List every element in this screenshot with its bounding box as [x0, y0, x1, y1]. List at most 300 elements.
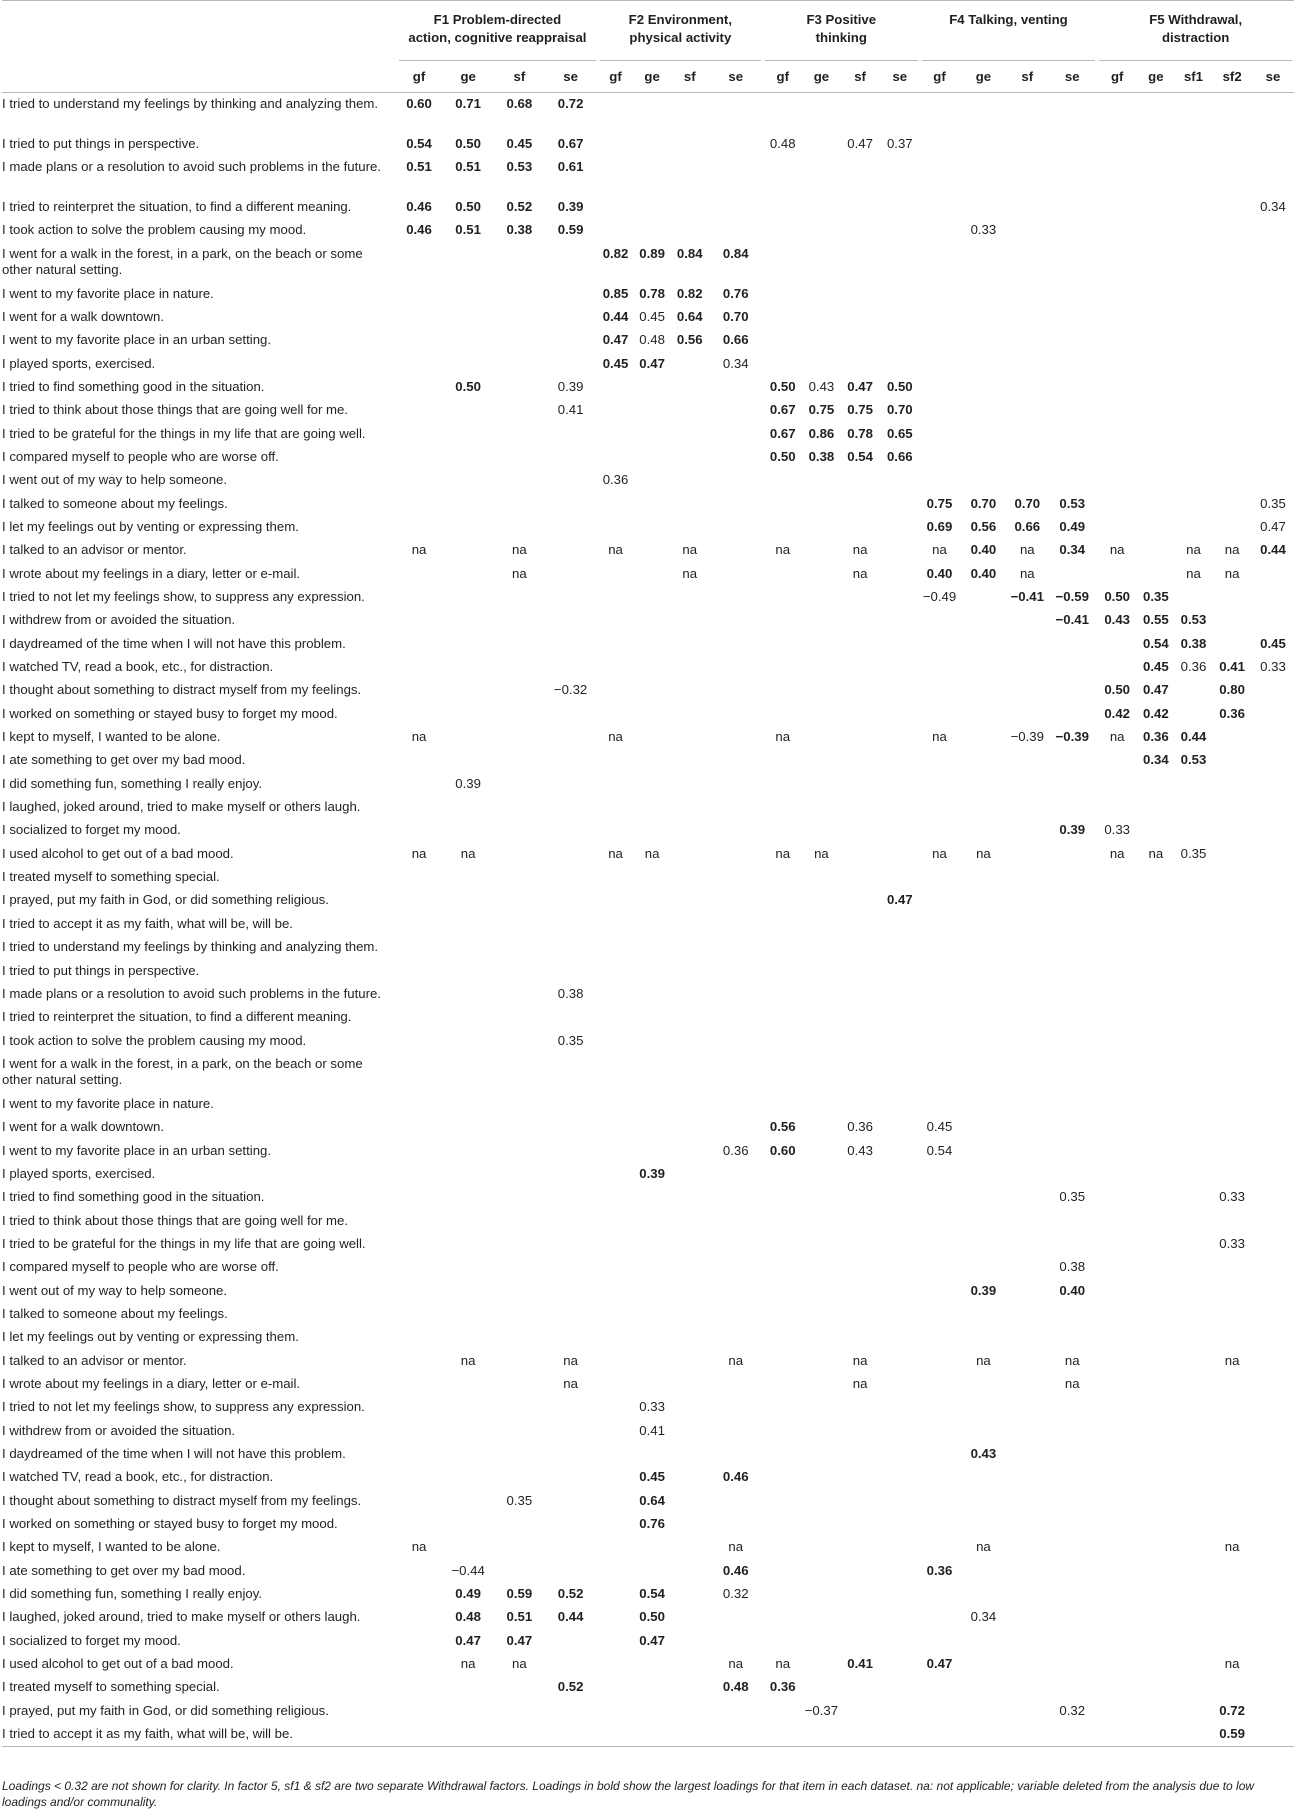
- loading-cell: [1175, 196, 1213, 219]
- item-label: I laughed, joked around, tried to make myself or others laugh.: [2, 799, 361, 815]
- loading-cell: [543, 1536, 597, 1559]
- loading-value: 0.33: [1219, 1189, 1245, 1205]
- loading-cell: [495, 1256, 543, 1279]
- loading-cell: [598, 1140, 634, 1163]
- loading-cell: [1252, 516, 1294, 539]
- loading-value: na: [1109, 845, 1125, 861]
- loading-cell: [840, 1350, 880, 1373]
- loading-value: na: [1186, 565, 1201, 581]
- loading-cell: [598, 609, 634, 632]
- loading-cell: [1047, 469, 1097, 492]
- loading-cell: [920, 703, 960, 726]
- loading-cell: [598, 376, 634, 399]
- loading-cell: [1097, 703, 1137, 726]
- loading-cell: [633, 960, 671, 983]
- loading-cell: [598, 93, 634, 133]
- loading-cell: [709, 1006, 763, 1029]
- loading-cell: [803, 1676, 841, 1699]
- loading-cell: [920, 196, 960, 219]
- loading-cell: [1097, 1513, 1137, 1536]
- item-label: I withdrew from or avoided the situation.: [2, 612, 236, 628]
- loading-cell: [880, 1326, 920, 1349]
- loading-cell: [920, 913, 960, 936]
- loading-cell: [598, 423, 634, 446]
- loading-cell: [397, 773, 441, 796]
- loading-cell: [441, 726, 495, 749]
- loading-cell: [920, 283, 960, 306]
- loading-cell: [1047, 156, 1097, 196]
- loading-cell: [397, 633, 441, 656]
- loading-cell: [397, 1053, 441, 1093]
- loading-value: −0.44: [451, 1562, 485, 1578]
- loading-cell: [803, 936, 841, 959]
- loading-value: −0.49: [922, 589, 957, 604]
- loading-cell: [1097, 446, 1137, 469]
- loading-cell: [543, 1326, 597, 1349]
- loading-cell: [1252, 1163, 1294, 1186]
- loading-value: na: [932, 542, 947, 558]
- loading-cell: [1212, 1560, 1252, 1583]
- loading-cell: [1212, 1030, 1252, 1053]
- loading-cell: [803, 796, 841, 819]
- loading-cell: [598, 889, 634, 912]
- loading-cell: [709, 243, 763, 283]
- loading-cell: [1252, 329, 1294, 352]
- loading-cell: [397, 1700, 441, 1723]
- loading-cell: [1047, 749, 1097, 772]
- loading-cell: [803, 493, 841, 516]
- loading-cell: [441, 156, 495, 196]
- loading-cell: [671, 1466, 709, 1489]
- loading-cell: [495, 283, 543, 306]
- loading-cell: [1007, 819, 1047, 842]
- loading-cell: [671, 539, 709, 562]
- loading-cell: [1175, 1536, 1213, 1559]
- loading-cell: [709, 469, 763, 492]
- largest-loading-value: 0.72: [557, 96, 584, 111]
- table-row: [2, 773, 1294, 796]
- loading-cell: [803, 1653, 841, 1676]
- loading-cell: [840, 703, 880, 726]
- loading-cell: [1097, 960, 1137, 983]
- loading-cell: [880, 1116, 920, 1139]
- loading-cell: [920, 493, 960, 516]
- loading-cell: [1007, 1303, 1047, 1326]
- loading-cell: [1097, 156, 1137, 196]
- loading-value: na: [460, 1352, 476, 1368]
- largest-loading-value: 0.59: [557, 222, 584, 238]
- loading-cell: [633, 726, 671, 749]
- loading-cell: [397, 1186, 441, 1209]
- loading-cell: [880, 656, 920, 679]
- loading-cell: [1252, 796, 1294, 819]
- loading-cell: [763, 609, 803, 632]
- item-label: I tried to accept it as my faith, what will be, will be.: [2, 915, 293, 931]
- dataset-column-header: se: [1252, 61, 1294, 93]
- loading-cell: [840, 1006, 880, 1029]
- loading-cell: [441, 1233, 495, 1256]
- loading-cell: [709, 796, 763, 819]
- item-label: I went for a walk in the forest, in a park, on the beach or some other natural setting.: [2, 1055, 363, 1087]
- largest-loading-value: 0.53: [1059, 495, 1086, 511]
- loading-cell: [397, 516, 441, 539]
- loading-cell: [1047, 1210, 1097, 1233]
- loading-cell: [1007, 866, 1047, 889]
- loading-cell: [840, 1163, 880, 1186]
- item-label: I tried to not let my feelings show, to suppress any expression.: [2, 1399, 365, 1415]
- loading-value: na: [775, 1656, 791, 1672]
- loading-cell: [709, 586, 763, 609]
- loading-cell: [441, 1326, 495, 1349]
- loading-cell: [840, 1723, 880, 1746]
- table-row: [2, 633, 1294, 656]
- loading-cell: [959, 1630, 1007, 1653]
- dataset-column-header: ge: [803, 61, 841, 93]
- loading-cell: [880, 156, 920, 196]
- loading-cell: [803, 703, 841, 726]
- loading-cell: [1007, 796, 1047, 819]
- loading-cell: [633, 1513, 671, 1536]
- loading-cell: [709, 539, 763, 562]
- loading-cell: [803, 1303, 841, 1326]
- loading-cell: [920, 1350, 960, 1373]
- loading-cell: [709, 633, 763, 656]
- table-row: [2, 93, 1294, 133]
- loading-cell: [598, 1256, 634, 1279]
- loading-cell: [1252, 219, 1294, 242]
- loading-cell: [763, 306, 803, 329]
- loading-cell: [598, 1210, 634, 1233]
- loading-cell: [1047, 1630, 1097, 1653]
- loading-cell: [1212, 726, 1252, 749]
- loading-cell: [1175, 1093, 1213, 1116]
- loading-cell: [598, 219, 634, 242]
- loading-cell: [1212, 1606, 1252, 1629]
- loading-cell: [1007, 156, 1047, 196]
- loading-cell: [397, 156, 441, 196]
- loading-cell: [397, 819, 441, 842]
- loading-cell: [959, 1513, 1007, 1536]
- loading-cell: [441, 329, 495, 352]
- loading-cell: [709, 913, 763, 936]
- loading-cell: [543, 516, 597, 539]
- loading-cell: [840, 1373, 880, 1396]
- loading-cell: [1097, 749, 1137, 772]
- table-row: [2, 936, 1294, 959]
- loading-cell: [1175, 586, 1213, 609]
- loading-cell: [763, 283, 803, 306]
- largest-loading-value: 0.53: [1180, 752, 1207, 768]
- loading-cell: [840, 1490, 880, 1513]
- loading-cell: [1007, 1256, 1047, 1279]
- loading-cell: [1212, 1723, 1252, 1746]
- loading-cell: [840, 936, 880, 959]
- dataset-column-header: ge: [441, 61, 495, 93]
- loading-cell: [920, 1163, 960, 1186]
- loading-cell: [709, 1606, 763, 1629]
- loading-value: 0.33: [970, 222, 997, 238]
- loading-cell: [763, 93, 803, 133]
- loading-cell: [880, 1676, 920, 1699]
- loading-cell: [671, 1723, 709, 1746]
- loading-value: −0.39: [1010, 729, 1044, 745]
- loading-cell: [495, 1053, 543, 1093]
- loading-cell: [1175, 889, 1213, 912]
- table-row: [2, 796, 1294, 819]
- loading-cell: [671, 196, 709, 219]
- item-label: I laughed, joked around, tried to make myself or others laugh.: [2, 1609, 361, 1625]
- loading-cell: [1097, 1006, 1137, 1029]
- loading-cell: [1097, 1700, 1137, 1723]
- loading-cell: [1137, 1490, 1175, 1513]
- loading-cell: [840, 1443, 880, 1466]
- loading-cell: [1007, 1466, 1047, 1489]
- factor-title-line1: F4 Talking, venting: [949, 12, 1068, 27]
- loading-cell: [1137, 1163, 1175, 1186]
- loading-cell: [1175, 243, 1213, 283]
- loading-cell: [441, 1466, 495, 1489]
- loading-cell: [397, 1606, 441, 1629]
- loading-cell: [840, 679, 880, 702]
- loading-cell: [441, 586, 495, 609]
- factor-header-2: [598, 1, 763, 62]
- loading-cell: [1252, 749, 1294, 772]
- loading-cell: [840, 1280, 880, 1303]
- loading-cell: [495, 516, 543, 539]
- loading-cell: [633, 1606, 671, 1629]
- loading-cell: [633, 796, 671, 819]
- loading-cell: [671, 1420, 709, 1443]
- loading-cell: [1007, 1373, 1047, 1396]
- loading-cell: [1047, 539, 1097, 562]
- loading-cell: [1097, 726, 1137, 749]
- item-label: I went out of my way to help someone.: [2, 1282, 228, 1298]
- loading-cell: [598, 243, 634, 283]
- loading-cell: [543, 1210, 597, 1233]
- loading-cell: [880, 283, 920, 306]
- loading-cell: [1097, 516, 1137, 539]
- item-label: I used alcohol to get out of a bad mood.: [2, 845, 234, 861]
- loading-cell: [1097, 1583, 1137, 1606]
- loading-cell: [1212, 1116, 1252, 1139]
- loading-cell: [1175, 1653, 1213, 1676]
- loading-cell: [920, 219, 960, 242]
- loading-cell: [1097, 219, 1137, 242]
- loading-cell: [803, 1093, 841, 1116]
- loading-cell: [1175, 1030, 1213, 1053]
- loading-cell: [1252, 609, 1294, 632]
- loading-cell: [397, 1163, 441, 1186]
- loading-cell: [1252, 843, 1294, 866]
- loading-cell: [1097, 1303, 1137, 1326]
- loading-cell: [543, 1163, 597, 1186]
- loading-cell: [441, 446, 495, 469]
- loading-cell: [1212, 1186, 1252, 1209]
- loading-cell: [959, 889, 1007, 912]
- largest-loading-value: 0.78: [847, 425, 873, 441]
- loading-cell: [1137, 1700, 1175, 1723]
- table-row: [2, 1653, 1294, 1676]
- loading-cell: [633, 1116, 671, 1139]
- loading-cell: [763, 1116, 803, 1139]
- loading-value: 0.45: [639, 308, 665, 324]
- loading-cell: [633, 609, 671, 632]
- loading-cell: [840, 93, 880, 133]
- loading-cell: [840, 1653, 880, 1676]
- loading-cell: [959, 773, 1007, 796]
- table-row: [2, 889, 1294, 912]
- table-row: [2, 1466, 1294, 1489]
- loading-cell: [763, 243, 803, 283]
- loading-cell: [1175, 1053, 1213, 1093]
- item-label: I took action to solve the problem causing my mood.: [2, 1032, 307, 1048]
- loading-cell: [1137, 1583, 1175, 1606]
- loading-cell: [441, 283, 495, 306]
- loading-cell: [1007, 539, 1047, 562]
- table-body: [2, 93, 1294, 1747]
- loading-cell: [671, 469, 709, 492]
- item-label: I tried to find something good in the situation.: [2, 378, 265, 394]
- loading-cell: [441, 633, 495, 656]
- largest-loading-value: 0.43: [970, 1446, 997, 1462]
- loading-cell: [598, 283, 634, 306]
- loading-cell: [840, 656, 880, 679]
- loading-cell: [1252, 539, 1294, 562]
- loading-cell: [920, 656, 960, 679]
- loading-cell: [709, 866, 763, 889]
- loading-cell: [840, 866, 880, 889]
- loading-cell: [543, 889, 597, 912]
- loading-cell: [803, 1116, 841, 1139]
- loading-cell: [959, 913, 1007, 936]
- loading-cell: [671, 1006, 709, 1029]
- loading-cell: [543, 796, 597, 819]
- loading-cell: [1175, 1326, 1213, 1349]
- loading-cell: [671, 1513, 709, 1536]
- loading-cell: [633, 1373, 671, 1396]
- item-label: I daydreamed of the time when I will not have this problem.: [2, 1446, 346, 1462]
- loading-cell: [840, 1583, 880, 1606]
- loading-cell: [709, 1536, 763, 1559]
- loading-value: 0.47: [1260, 518, 1286, 534]
- loading-cell: [598, 913, 634, 936]
- loading-cell: [1097, 773, 1137, 796]
- loading-cell: [709, 196, 763, 219]
- loading-cell: [763, 656, 803, 679]
- loading-cell: [1212, 93, 1252, 133]
- largest-loading-value: 0.45: [1260, 635, 1286, 651]
- largest-loading-value: 0.66: [1014, 518, 1041, 534]
- largest-loading-value: 0.43: [1104, 612, 1131, 628]
- loading-cell: [763, 1303, 803, 1326]
- largest-loading-value: 0.40: [926, 565, 953, 581]
- loading-cell: [633, 749, 671, 772]
- loading-cell: [441, 1210, 495, 1233]
- loading-cell: [397, 1723, 441, 1746]
- loading-cell: [763, 376, 803, 399]
- largest-loading-value: 0.39: [970, 1282, 997, 1298]
- loading-cell: [543, 609, 597, 632]
- loading-value: 0.36: [847, 1119, 873, 1135]
- loading-value: 0.35: [506, 1492, 533, 1508]
- loading-cell: [441, 1163, 495, 1186]
- loading-cell: [803, 960, 841, 983]
- loading-cell: [543, 703, 597, 726]
- loading-cell: [543, 563, 597, 586]
- loading-cell: [633, 446, 671, 469]
- loading-cell: [671, 563, 709, 586]
- loading-cell: [1047, 1006, 1097, 1029]
- loading-cell: [671, 936, 709, 959]
- loading-cell: [840, 563, 880, 586]
- loading-cell: [671, 446, 709, 469]
- loading-cell: [1097, 656, 1137, 679]
- loading-cell: [397, 1490, 441, 1513]
- loading-cell: [959, 1030, 1007, 1053]
- loading-cell: [840, 133, 880, 156]
- loading-cell: [1047, 1326, 1097, 1349]
- loading-value: 0.39: [455, 775, 481, 791]
- loading-cell: [1175, 1466, 1213, 1489]
- loading-cell: [920, 1233, 960, 1256]
- table-row: [2, 1030, 1294, 1053]
- loading-cell: [1212, 353, 1252, 376]
- loading-value: 0.34: [970, 1609, 997, 1625]
- table-header: [2, 1, 1294, 93]
- loading-cell: [671, 1630, 709, 1653]
- largest-loading-value: 0.45: [1143, 659, 1169, 675]
- loading-cell: [1252, 1326, 1294, 1349]
- loading-cell: [1007, 329, 1047, 352]
- loading-cell: [880, 819, 920, 842]
- loading-cell: [397, 1583, 441, 1606]
- loading-cell: [1175, 609, 1213, 632]
- loading-cell: [1212, 1536, 1252, 1559]
- loading-cell: [959, 1140, 1007, 1163]
- loading-cell: [1047, 726, 1097, 749]
- table-row: [2, 1396, 1294, 1419]
- loading-value: 0.35: [1059, 1189, 1086, 1205]
- loading-cell: [441, 399, 495, 422]
- loading-cell: [1047, 960, 1097, 983]
- table-row: [2, 1723, 1294, 1746]
- loading-cell: [1047, 819, 1097, 842]
- loading-cell: [1097, 1030, 1137, 1053]
- loading-cell: [1212, 1443, 1252, 1466]
- loading-cell: [709, 1676, 763, 1699]
- loading-cell: [633, 773, 671, 796]
- loading-cell: [803, 1513, 841, 1536]
- loading-cell: [633, 423, 671, 446]
- loading-value: na: [460, 845, 476, 861]
- loading-cell: [709, 889, 763, 912]
- item-label: I tried to accept it as my faith, what will be, will be.: [2, 1723, 397, 1746]
- loading-cell: [1047, 1116, 1097, 1139]
- item-label: I socialized to forget my mood.: [2, 822, 181, 838]
- loading-cell: [959, 749, 1007, 772]
- loading-cell: [709, 133, 763, 156]
- loading-cell: [495, 703, 543, 726]
- loading-cell: [840, 1256, 880, 1279]
- loading-cell: [1252, 469, 1294, 492]
- largest-loading-value: 0.34: [1059, 542, 1086, 558]
- loading-cell: [543, 1606, 597, 1629]
- loading-cell: [803, 219, 841, 242]
- loading-cell: [1097, 1723, 1137, 1746]
- loading-cell: [633, 1350, 671, 1373]
- item-label: I ate something to get over my bad mood.: [2, 752, 246, 768]
- loading-cell: [709, 423, 763, 446]
